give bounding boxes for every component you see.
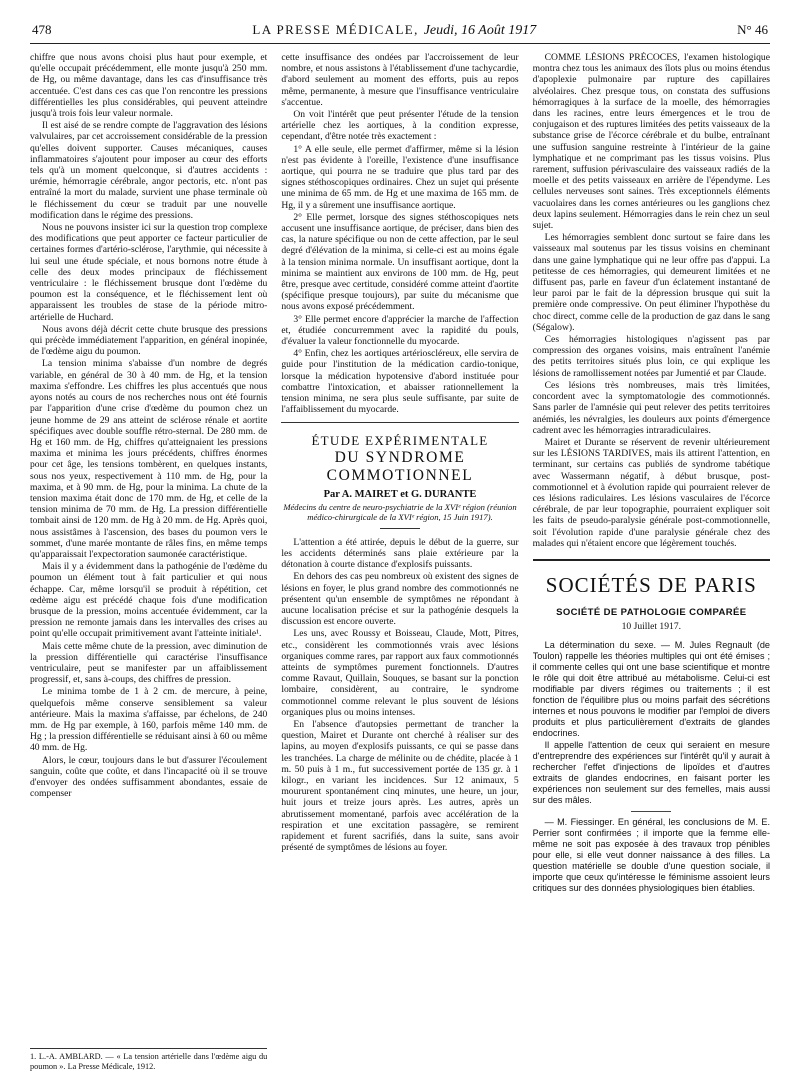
short-rule — [380, 528, 420, 529]
column-3 — [533, 52, 770, 1072]
paragraph: Ces hémorragies histologiques n'agissent pas par compression des organes voisins, mais entraînent l'anémie des petits territoires situés plus loin, ce qui explique les lésions de ramollissement notées par Jumentié et par Claude. — [532, 334, 770, 379]
paragraph: 1° A elle seule, elle permet d'affirmer, même si la lésion n'est pas évidente à l'oreille, l'existence d'une insuffisance aortique, qui pourra ne se traduire que plus tard par des signes stéthoscopiques ordinaires. Chez un sujet qui présente une minima de 65 mm. de Hg et une maxima de 165 mm. de Hg, il y a sûrement une insuffisance aortique. — [281, 143, 519, 211]
paragraph: cette insuffisance des ondées par l'accroissement de leur nombre, et nous assistons à l'établissement d'une tachycardie, d'abord seulement au moment des efforts, puis au repos même, permanente, à mesure que l'insuffisance ventriculaire s'accentue. — [281, 52, 519, 108]
paragraph: Alors, le cœur, toujours dans le but d'assurer l'écoulement sanguin, coûte que coûte, et dans l'incapacité où il se trouve d'envoyer des ondées suffisamment abondantes, essaie de compenser — [30, 754, 268, 800]
column-1 — [30, 52, 267, 1072]
journal-name: LA PRESSE MÉDICALE, — [252, 22, 419, 37]
society-date: 10 Juillet 1917. — [621, 621, 682, 633]
article-title-line-2: DU SYNDROME COMMOTIONNEL — [326, 448, 474, 484]
paragraph: La tension minima s'abaisse d'un nombre de degrés variable, en général de 30 à 40 mm. de Hg, et la tension maxima s'effondre. Les chiffres les plus accentués que nous ayons notés au cours de nos recherches nous ont été fournis par l'apparition d'une crise d'œdème du poumon chez un jeune homme de 29 ans atteint de sclérose rénale et aortite spécifiques avec double souffle rétro-sternal. De 280 mm. de Hg et 160 mm. de Hg, chiffres qu'atteignaient les pressions maxima et minima les jours précédents, chiffres énormes pour cet âge, les tensions tombèrent, en quelques instants, sous nos yeux, respectivement à 110 mm. de Hg, pour la maxima, et à 90 mm. de Hg, pour la minima. La chute de la tension maxima était donc de 170 mm. de Hg, et celle de la tension minima de 70 mm. de Hg. La pression différentielle tombait ainsi de 120 mm. de Hg à 20 mm. de Hg. Après quoi, nous assistâmes à l'ascension, des bases du poumon vers le sommet, d'une marée montante de râles fins, en même temps qu'apparaissait l'expectoration saumonée caractéristique. — [30, 358, 268, 560]
paragraph: COMME LÉSIONS PRÉCOCES, l'examen histologique montra chez tous les animaux des îlots plus ou moins étendus d'apoplexie pulmonaire par rupture des capillaires alvéolaires. Chez presque tous, on constata des suffusions hémorragiques à la surface de la moelle, des hémorragies dans les racines, entre leurs émergences et le trou de conjugaison et des ruptures limitées des petits vaisseaux de la substance grise de l'écorce cérébrale et du bulbe, entraînant une suffusion sanguine restreinte à l'intérieur de la gaine lymphatique et ne comprimant pas les tissus voisins. Plus rarement, suffusion périvasculaire des vaisseaux radiés de la moelle et des petits vaisseaux en arrière de l'épendyme. Les cellules nerveuses sont saines. Très exceptionnels éléments vacuolaires dans les cornes antérieures ou les ganglions chez deux lapins seulement. Hémorragies dans le rein chez un seul sujet. — [532, 52, 770, 232]
article-authors: Par A. MAIRET et G. DURANTE — [323, 488, 477, 500]
running-head — [30, 22, 770, 44]
paragraph: Les uns, avec Roussy et Boisseau, Claude, Mott, Pitres, etc., considèrent les commotionnés vrais avec lésions organiques comme rares, par rapport aux faux commotionnés atteints de symptômes purement fonctionnels. D'autres comme Ravaut, Quillain, Souques, se basant sur la ponction lombaire, considèrent, au contraire, le syndrome commotionnel comme relevant le plus souvent de lésions organiques plus ou moins intenses. — [281, 628, 519, 718]
paragraph: Mairet et Durante se réservent de revenir ultérieurement sur les LÉSIONS TARDIVES, mais ils attirent l'attention, en terminant, sur certains cas publiés de syndrome tabétique avec Wassermann négatif, à début brusque, post-commotionnel et à évolution rapide qui pourraient relever de ces lésions radiculaires. Les lésions vasculaires de l'écorce cérébrale, de par leur topographie, pourraient expliquer soit les faits de pseudo-paralysie générale post-commotionnelle, soit l'évolution rapide d'une paralysie générale chez des malades qui n'étaient encore que légèrement touchés. — [532, 436, 770, 549]
paragraph: Nous ne pouvons insister ici sur la question trop complexe des modifications que peut apporter ce facteur particulier de certaines formes d'artério-sclérose, l'arythmie, qui nécessite à lui seul une étude spéciale, et nous bornons notre étude à celle des deux modes principaux de fléchissement ventriculaire : le fléchissement brusque dont l'œdème du poumon est la conséquence, et le fléchissement lent où apparaissent les troubles de stase de la période mitro-artérielle de Huchard. — [30, 222, 268, 323]
paragraph: Nous avons déjà décrit cette chute brusque des pressions qui précède immédiatement l'apparition, en général inopinée, de l'œdème aigu du poumon. — [30, 323, 268, 358]
journal-title — [252, 22, 536, 39]
paragraph: En l'absence d'autopsies permettant de trancher la question, Mairet et Durante ont cherché à réaliser sur des lapins, au moyen d'explosifs puissants, ce qui se passe dans les tranchées. La charge de mélinite ou de chédite, placée à 1 m. 50 puis à 1 m., fut successivement portée de 135 gr. à 1 kilogr., en variant les incidences. Sur 12 animaux, 5 moururent spontanément cinq minutes, une heure, un jour, huit jours et treize jours après. Les autres, après un abrutissement momentané, parfois avec accélération de la respiration et une excitation passagère, se remirent rapidement et furent sacrifiés, dans la suite, sans avoir présenté de symptômes de lésions au foyer. — [281, 718, 519, 854]
paragraph: Mais cette même chute de la pression, avec diminution de la pression différentielle qui caractérise l'insuffisance ventriculaire, peut se manifester par un affaiblissement progressif, et, sans à-coups, des chiffres de pression. — [30, 640, 268, 686]
paragraph: Il appelle l'attention de ceux qui seraient en mesure d'entreprendre des expériences sur l'intérêt qu'il y aurait à rechercher l'effet d'injections de lipoïdes et d'autres extraits de glandes endocrines, en faisant porter les expériences non seulement sur des femelles, mais aussi sur des mâles. — [532, 740, 770, 806]
issue-number: N° 46 — [737, 22, 768, 37]
page-number: 478 — [32, 22, 52, 37]
paragraph: 4° Enfin, chez les aortiques artérioscléreux, elle servira de guide pour l'institution de la médication cardio-tonique, lorsque la médication hypotensive d'abord instituée pour combattre l'intoxication, et abaisser rationnellement la tension minima, ne sera plus seule suffisante, par suite de l'affaiblissement du myocarde. — [281, 348, 519, 416]
paragraph: chiffre que nous avons choisi plus haut pour exemple, et qu'elle occupait précédemment, elle monte jusqu'à 250 mm. de Hg, ou même davantage, dans les cas d'insuffisance très accentuée. C'est dans ces cas que l'on rencontre les pressions différentielles les plus considérables, qui peuvent atteindre jusqu'à trois fois leur valeur normale. — [30, 52, 268, 120]
paragraph: Ces lésions très nombreuses, mais très limitées, concordent avec la symptomatologie des commotionnés. Sans parler de l'amnésie qui peut relever des petits territoires anémiés, les névralgies, les douleurs aux points d'émergence cadrent avec les hémorragies intraradiculaires. — [532, 379, 770, 436]
paragraph: La détermination du sexe. — M. Jules Regnault (de Toulon) rappelle les théories multiples qui ont été émises ; il commente celles qui ont une base scientifique et montre le rôle qui doit être attribué au métabolisme. Celui-ci est modifiable par divers régimes ou traitements ; il est fonction de l'équilibre plus ou moins parfait des sécrétions internes et nous pouvons le modifier par l'emploi de divers produits et plus particulièrement d'extraits de glandes endocrines. — [532, 640, 770, 739]
paragraph: En dehors des cas peu nombreux où existent des signes de lésions en foyer, le plus grand nombre des commotionnés ne présentent qu'un ensemble de symptômes ne répondant à aucune localisation précise et sur la pathogénie desquels la discussion est encore ouverte. — [281, 571, 519, 628]
article-affiliation: Médecins du centre de neuro-psychiatrie de la XVIᵉ région (réunion médico-chirurgicale de la XVIᵉ région, 15 Juin 1917). — [283, 501, 517, 522]
text-columns — [30, 52, 770, 1072]
paragraph: On voit l'intérêt que peut présenter l'étude de la tension artérielle chez les aortiques, à la condition expresse, cependant, d'être notée très exactement : — [281, 109, 519, 143]
footnote: 1. L.-A. AMBLARD. — « La tension artérielle dans l'œdème aigu du poumon ». La Presse Médicale, 1912. — [30, 1048, 267, 1072]
paragraph: — M. Fiessinger. En général, les conclusions de M. E. Perrier sont confirmées ; il importe que la femme elle-même ne soit pas exposée à des travaux trop pénibles pour elle, si elle veut donner naissance à des filles. La question matérielle se double d'une question sociale, il importe que ceux qu'intéresse le féminisme assoient leurs critiques sur des données physiologiques bien établies. — [532, 817, 770, 894]
paragraph: 2° Elle permet, lorsque des signes stéthoscopiques nets accusent une insuffisance aortique, de préciser, dans bien des cas, la nature spécifique ou non de cette affection, par le seul degré d'élévation de la minima, si celle-ci est au moins égale à la tension minima normale. Un insuffisant aortique, dont la minima se maintient aux environs de 100 mm. de Hg, peut être, presque avec certitude, considéré comme atteint d'aortite (spécifique presque toujours), par suite du mécanisme que nous avons exposé précédemment. — [281, 211, 519, 313]
section-title: SOCIÉTÉS DE PARIS — [545, 572, 757, 597]
paragraph: Il est aisé de se rendre compte de l'aggravation des lésions valvulaires, par cet accroissement considérable de la pression qu'elles doivent supporter. Causes mécaniques, causes inflammatoires s'ajoutent pour imposer au cœur des efforts tels qu'à un moment quelconque, si d'autres accidents : urémie, hémorragie cérébrale, angor pectoris, etc. n'ont pas entraîné la mort du malade, survient une phase terminale où le fléchissement du cœur se traduit par une nouvelle modification dans le régime des pressions. — [30, 120, 268, 221]
society-report — [533, 640, 770, 894]
paragraph: Mais il y a évidemment dans la pathogénie de l'œdème du poumon un élément tout à fait particulier et qui nous échappe. Car, même lorsqu'il se produit à répétition, cet œdème aigu est précédé chaque fois d'une modification brusque de la pression, moins accentuée évidemment, car la pression ne remonte jamais dans les intervalles des crises au point qu'elle occupait primitivement avant l'atteinte initiale¹. — [30, 561, 268, 640]
society-name: SOCIÉTÉ DE PATHOLOGIE COMPARÉE — [556, 606, 747, 618]
paragraph: 3° Elle permet encore d'apprécier la marche de l'affection et, étudiée concurremment avec la rapidité du pouls, d'évaluer la valeur fonctionnelle du myocarde. — [281, 313, 519, 348]
paragraph: Les hémorragies semblent donc surtout se faire dans les vaisseaux mal soutenus par les tissus voisins en cheminant dans une gaine lymphatique qui ne leur offre pas d'appui. La petitesse de ces hémorragies, qui demeurent limitées et ne diffusent pas, parle en faveur d'un éclatement instantané de leur paroi par le fait de la dépression brusque qui suit la première onde compressive. On peut éliminer l'hypothèse du choc direct, comme celle de la production de gaz dans le sang (Ségalow). — [532, 232, 770, 333]
issue-date: Jeudi, 16 Août 1917 — [423, 23, 537, 38]
paragraph: Le minima tombe de 1 à 2 cm. de mercure, à peine, quelquefois même conserve sensiblement sa valeur antérieure. Mais la maxima s'affaisse, par échelons, de 240 mm. de Hg par exemple, à 160, parfois même 140 mm. de Hg ; la pression différentielle se réduisant ainsi à 60 ou même 40 mm. de Hg. — [30, 686, 268, 754]
societies-section — [533, 559, 770, 632]
paragraph: L'attention a été attirée, depuis le début de la guerre, sur les accidents déterminés sans plaie extérieure par la détonation à courte distance d'explosifs puissants. — [281, 536, 519, 571]
article-heading — [281, 422, 518, 529]
column-2 — [281, 52, 518, 1072]
short-rule — [631, 811, 671, 812]
article-title-line-1: ÉTUDE EXPÉRIMENTALE — [311, 432, 489, 448]
